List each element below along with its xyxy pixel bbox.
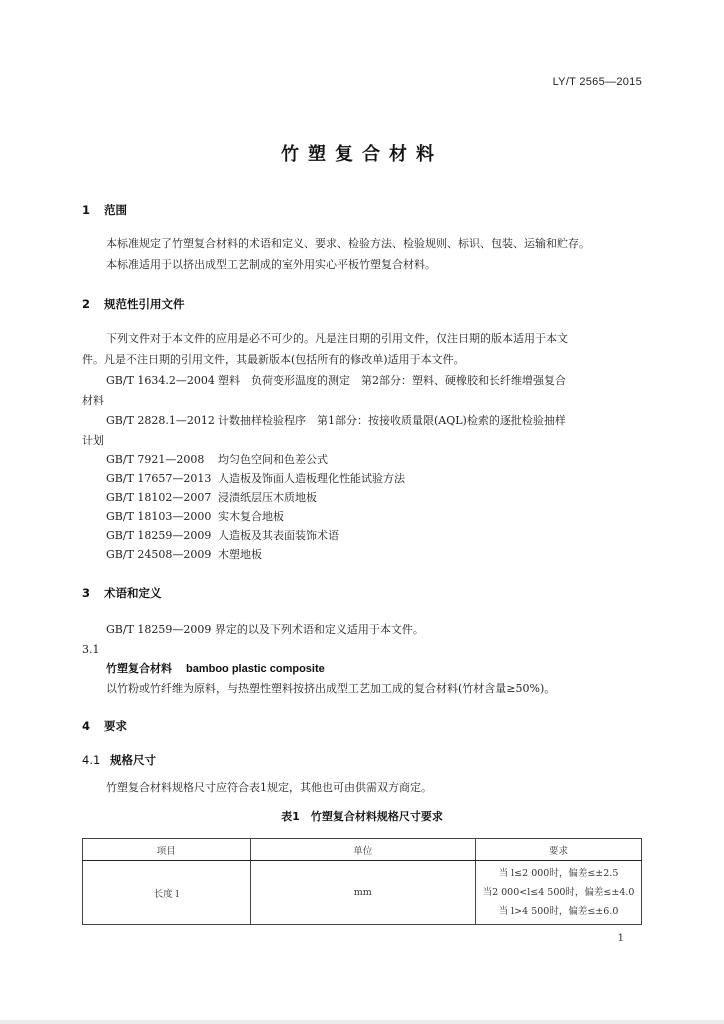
page-bottom-edge bbox=[0, 1020, 724, 1024]
ref-code: GB/T 17657—2013 bbox=[106, 472, 212, 485]
ref-code: GB/T 24508—2009 bbox=[106, 548, 212, 561]
ref-item bbox=[106, 411, 566, 430]
scope-paragraph-2: 本标准适用于以挤出成型工艺制成的室外用实心平板竹塑复合材料。 bbox=[106, 258, 436, 271]
scope-paragraph-1: 本标准规定了竹塑复合材料的术语和定义、要求、检验方法、检验规则、标识、包装、运输和贮存。 bbox=[106, 237, 590, 250]
table-cell-requirement bbox=[476, 861, 642, 925]
page-number: 1 bbox=[617, 933, 624, 944]
ref-continuation: 材料 bbox=[82, 394, 104, 407]
ref-code: GB/T 18259—2009 bbox=[106, 529, 212, 542]
requirement-line: 当2 000<l≤4 500时，偏差≤±4.0 bbox=[482, 887, 635, 898]
normative-intro-line-1: 下列文件对于本文件的应用是必不可少的。凡是注日期的引用文件，仅注日期的版本适用于本文 bbox=[106, 332, 568, 345]
spec-table bbox=[82, 838, 642, 925]
table-header-item: 项目 bbox=[83, 839, 251, 861]
section-heading-scope: 1 范围 bbox=[82, 203, 127, 217]
ref-code: GB/T 18102—2007 bbox=[106, 491, 212, 504]
ref-code: GB/T 2828.1—2012 bbox=[106, 414, 215, 427]
ref-code: GB/T 7921—2008 bbox=[106, 453, 205, 466]
ref-continuation: 计划 bbox=[82, 434, 104, 447]
term-chinese: 竹塑复合材料 bbox=[106, 662, 172, 675]
ref-item bbox=[106, 450, 328, 469]
ref-title: 计数抽样检验程序 第1部分：按接收质量限(AQL)检索的逐批检验抽样 bbox=[218, 414, 566, 427]
requirement-line: 当 l≤2 000时，偏差≤±2.5 bbox=[498, 868, 619, 879]
table-row bbox=[83, 861, 642, 925]
ref-title: 木塑地板 bbox=[218, 548, 262, 561]
requirements-paragraph: 竹塑复合材料规格尺寸应符合表1规定，其他也可由供需双方商定。 bbox=[106, 781, 432, 794]
ref-code: GB/T 18103—2000 bbox=[106, 510, 212, 523]
table-header-requirement: 要求 bbox=[476, 839, 642, 861]
ref-item bbox=[106, 526, 339, 545]
table-cell-item: 长度 l bbox=[83, 861, 251, 925]
ref-title: 塑料 负荷变形温度的测定 第2部分：塑料、硬橡胶和长纤维增强复合 bbox=[218, 374, 566, 387]
section-heading-terms: 3 术语和定义 bbox=[82, 586, 162, 600]
standard-code: LY/T 2565—2015 bbox=[552, 76, 642, 88]
ref-item bbox=[106, 469, 405, 488]
requirement-line: 当 l>4 500时，偏差≤±6.0 bbox=[498, 906, 619, 917]
table-header-unit: 单位 bbox=[250, 839, 475, 861]
normative-intro-line-2: 件。凡是不注日期的引用文件，其最新版本(包括所有的修改单)适用于本文件。 bbox=[82, 353, 465, 366]
table-header-row bbox=[83, 839, 642, 861]
table-caption: 表1 竹塑复合材料规格尺寸要求 bbox=[281, 810, 443, 823]
term-entry bbox=[106, 660, 325, 676]
section-heading-requirements: 4 要求 bbox=[82, 719, 127, 733]
ref-title: 人造板及饰面人造板理化性能试验方法 bbox=[218, 472, 405, 485]
term-english: bamboo plastic composite bbox=[186, 663, 325, 675]
terms-intro: GB/T 18259—2009 界定的以及下列术语和定义适用于本文件。 bbox=[106, 623, 424, 636]
ref-title: 实木复合地板 bbox=[218, 510, 284, 523]
ref-title: 浸渍纸层压木质地板 bbox=[218, 491, 317, 504]
term-definition: 以竹粉或竹纤维为原料，与热塑性塑料按挤出成型工艺加工成的复合材料(竹材含量≥50%)。 bbox=[106, 682, 556, 695]
document-title: 竹塑复合材料 bbox=[281, 144, 443, 165]
ref-title: 均匀色空间和色差公式 bbox=[218, 453, 328, 466]
ref-item bbox=[106, 371, 566, 390]
section-heading-normative: 2 规范性引用文件 bbox=[82, 297, 185, 311]
subsection-heading-dimensions: 4.1 规格尺寸 bbox=[82, 753, 156, 767]
ref-code: GB/T 1634.2—2004 bbox=[106, 374, 215, 387]
term-number: 3.1 bbox=[82, 643, 100, 656]
ref-title: 人造板及其表面装饰术语 bbox=[218, 529, 339, 542]
table-cell-unit: mm bbox=[250, 861, 475, 925]
ref-item bbox=[106, 545, 262, 564]
ref-item bbox=[106, 507, 284, 526]
ref-item bbox=[106, 488, 317, 507]
